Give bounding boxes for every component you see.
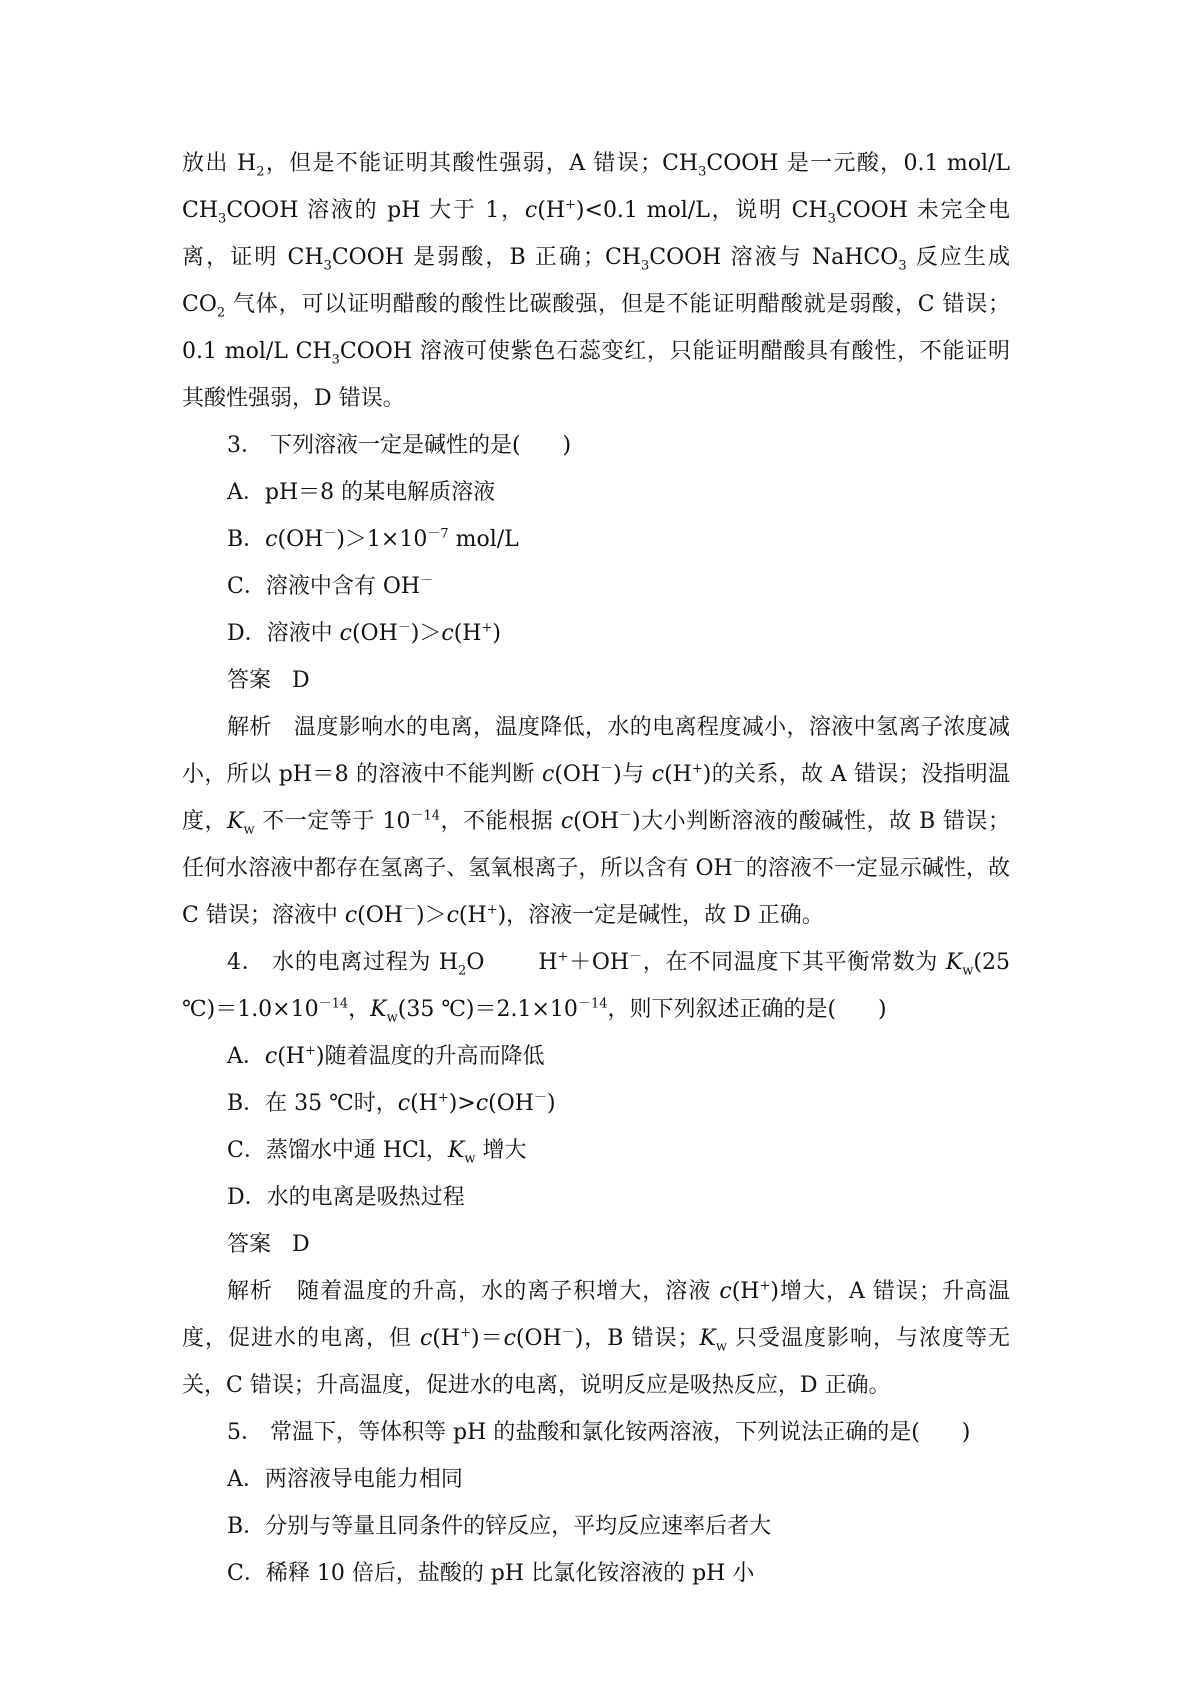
paragraph-q5a: A．两溶液导电能力相同 <box>227 1467 463 1492</box>
paragraph-q3: 3． 下列溶液一定是碱性的是( ) <box>227 433 572 458</box>
paragraph-a4: 答案 D <box>227 1232 310 1257</box>
paragraph-e4: 解析 随着温度的升高，水的离子积增大，溶液 c(H+)增大，A 错误；升高温度，促进水的电离，但 c(H+)＝c(OH－)，B 错误；$K_w$ 只受温度影响，与浓度等无关，C 错误；升高温度，促进水的电离，说明反应是吸热反应，D 正确。 <box>182 1278 1010 1398</box>
document-body <box>182 140 1010 1597</box>
paragraph-q3d: D．溶液中 c(OH－)＞c(H+) <box>227 620 501 646</box>
paragraph-q5c: C．稀释 10 倍后，盐酸的 pH 比氯化铵溶液的 pH 小 <box>227 1561 755 1586</box>
paragraph-q3b: B．$c(OH^-)>1\times 10^{-7}$ mol/L <box>227 526 519 552</box>
paragraph-q4a: A．c(H+)随着温度的升高而降低 <box>227 1043 545 1069</box>
paragraph-p1: 放出 $H_2$，但是不能证明其酸性强弱，A 错误；$CH_3COOH$ 是一元酸，0.1 mol/L $CH_3COOH$ 溶液的 pH 大于 1，c(H+)<0.1 mol/L，说明 $CH_3COOH$ 未完全电离，证明 $CH_3COOH$ 是弱酸，B 正确；$CH_3COOH$ 溶液与 NaHCO$_3$ 反应生成 $CO_2$ 气体，可以证明醋酸的酸性比碳酸强，但是不能证明醋酸就是弱酸，C 错误；0.1 mol/L $CH_3COOH$ 溶液可使紫色石蕊变红，只能证明醋酸具有酸性，不能证明其酸性强弱，D 错误。 <box>182 151 1011 411</box>
paragraph-q3c: C．溶液中含有 OH－ <box>227 573 434 599</box>
paragraph-q4c: C．蒸馏水中通 HCl，$K_w$ 增大 <box>227 1138 527 1167</box>
paragraph-q4b: B．在 35 ℃时，c(H+)>c(OH－) <box>227 1090 556 1116</box>
paragraph-q3a: A．pH＝8 的某电解质溶液 <box>227 480 496 505</box>
paragraph-q5b: B．分别与等量且同条件的锌反应，平均反应速率后者大 <box>227 1514 772 1539</box>
paragraph-e3: 解析 温度影响水的电离，温度降低，水的电离程度减小，溶液中氢离子浓度减小，所以 pH＝8 的溶液中不能判断 c(OH－)与 c(H+)的关系，故 A 错误；没指明温度，$K_w$ 不一定等于 $10^{-14}$，不能根据 c(OH－)大小判断溶液的酸碱性，故 B 错误；任何水溶液中都存在氢离子、氢氧根离子，所以含有 OH－的溶液不一定显示碱性，故 C 错误；溶液中 c(OH－)＞c(H+)，溶液一定是碱性，故 D 正确。 <box>182 715 1010 928</box>
paragraph-q5: 5． 常温下，等体积等 pH 的盐酸和氯化铵两溶液，下列说法正确的是( ) <box>227 1420 971 1445</box>
paragraph-q4: 4． 水的电离过程为 $H_2O$ H+＋OH－，在不同温度下其平衡常数为 $K_w(25$ $℃)=1.0\times 10^{-14}$，$K_w(35$ $℃)=2.1\times 10^{-14}$，则下列叙述正确的是( ) <box>182 949 1010 1026</box>
paragraph-a3: 答案 D <box>227 668 310 693</box>
paragraph-q4d: D．水的电离是吸热过程 <box>227 1185 465 1210</box>
